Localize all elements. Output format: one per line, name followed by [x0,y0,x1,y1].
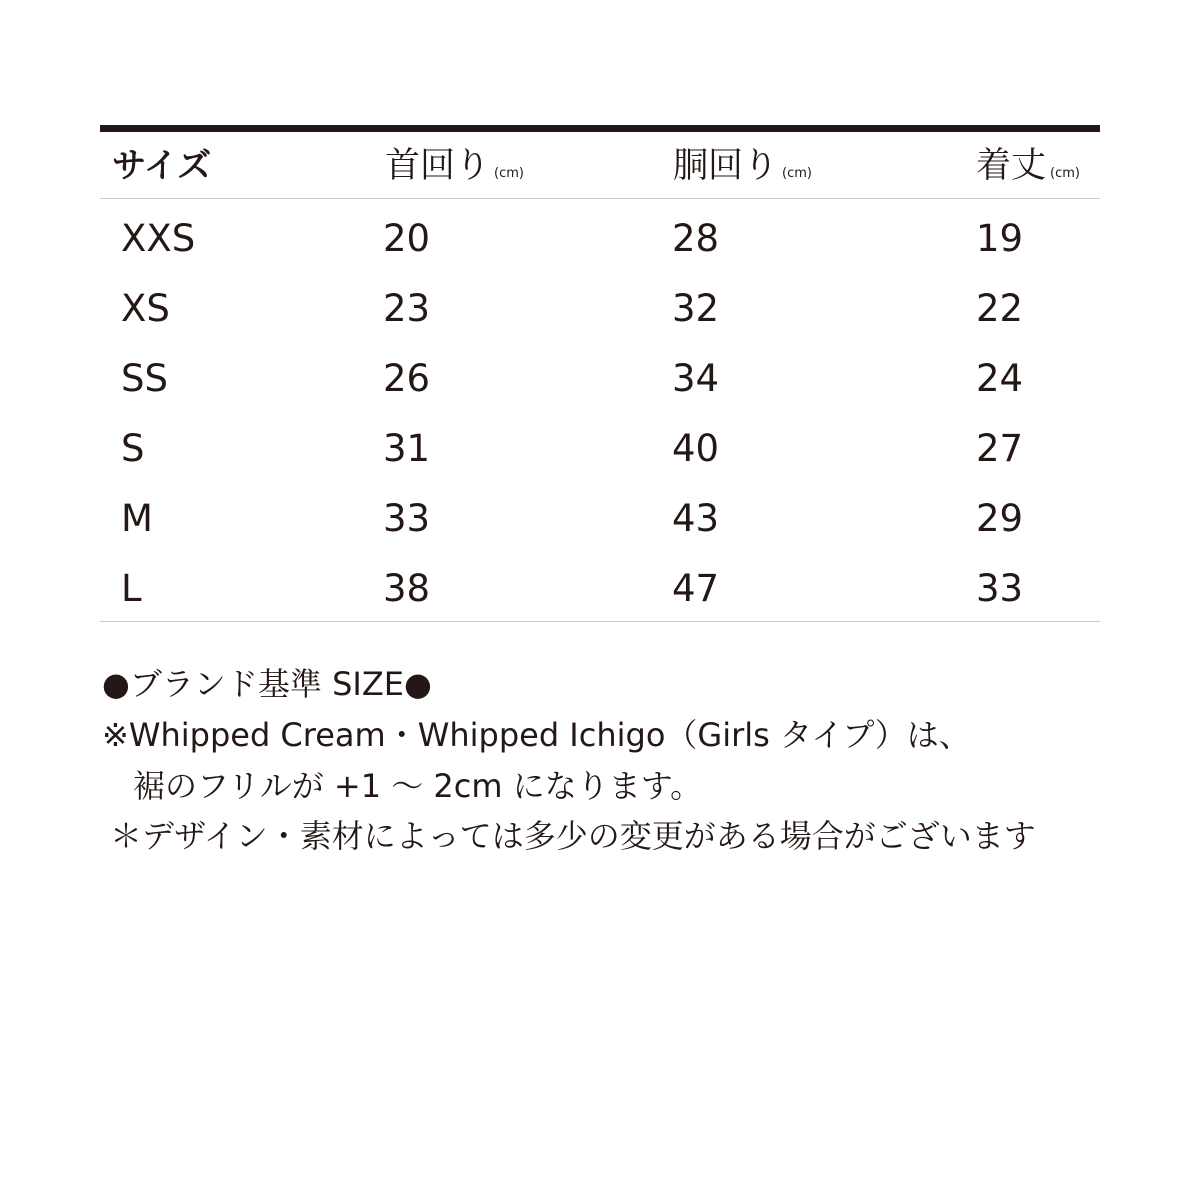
size-cell: S [121,427,145,470]
girls-type-note-line2: 裾のフリルが +1 〜 2cm になります。 [133,767,703,805]
disclaimer-note: ＊デザイン・素材によっては多少の変更がある場合がございます [110,817,1036,855]
neck-cell: 31 [383,427,431,470]
size-cell: SS [121,357,168,400]
chest-cell: 28 [672,217,720,260]
header-chest-unit: (cm) [782,166,812,181]
length-cell: 24 [976,357,1024,400]
table-row [100,413,1100,483]
chest-cell: 47 [672,567,720,610]
neck-cell: 33 [383,497,431,540]
neck-cell: 26 [383,357,431,400]
length-cell: 33 [976,567,1024,610]
table-row [100,203,1100,273]
neck-cell: 23 [383,287,431,330]
brand-size-note: ●ブランド基準 SIZE● [102,665,432,703]
table-header-row [100,132,1100,199]
chest-cell: 32 [672,287,720,330]
length-cell: 19 [976,217,1024,260]
size-table-body [100,203,1100,623]
header-neck [385,146,524,194]
chest-cell: 40 [672,427,720,470]
header-neck-label: 首回り [385,146,491,186]
size-cell: M [121,497,153,540]
table-row [100,553,1100,623]
length-cell: 29 [976,497,1024,540]
header-chest-label: 胴回り [673,146,779,186]
chest-cell: 34 [672,357,720,400]
neck-cell: 38 [383,567,431,610]
header-length-unit: (cm) [1050,166,1080,181]
size-cell: XS [121,287,170,330]
size-cell: XXS [121,217,196,260]
header-chest [673,146,812,194]
table-row [100,343,1100,413]
girls-type-note-line1: ※Whipped Cream・Whipped Ichigo（Girls タイプ）は、 [102,716,971,754]
neck-cell: 20 [383,217,431,260]
chest-cell: 43 [672,497,720,540]
table-bottom-rule [100,621,1100,622]
table-row [100,273,1100,343]
header-length-label: 着丈 [976,146,1047,186]
length-cell: 22 [976,287,1024,330]
table-row [100,483,1100,553]
header-neck-unit: (cm) [494,166,524,181]
length-cell: 27 [976,427,1024,470]
header-size: サイズ [112,146,212,186]
table-top-rule [100,125,1100,132]
header-length [976,146,1080,194]
size-cell: L [121,567,142,610]
